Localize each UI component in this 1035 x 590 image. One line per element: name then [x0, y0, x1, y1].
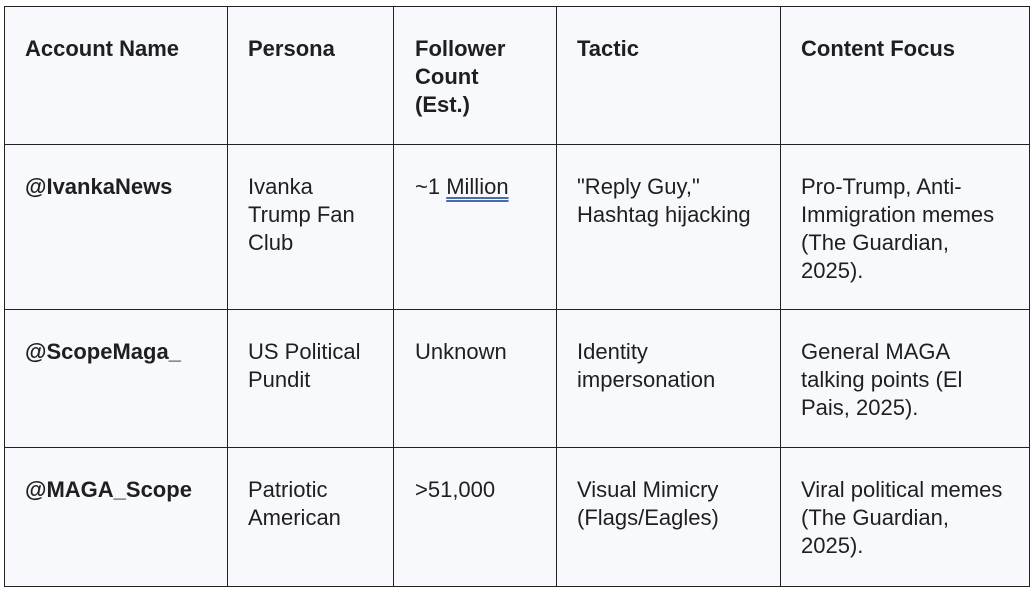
table-row [5, 145, 1030, 310]
persona-cell: Ivanka Trump Fan Club [228, 145, 394, 310]
header-persona: Persona [228, 7, 394, 145]
follower-count-cell: Unknown [394, 310, 557, 448]
header-tactic: Tactic [557, 7, 781, 145]
tactic-cell: "Reply Guy," Hashtag hijacking [557, 145, 781, 310]
table-row [5, 448, 1030, 587]
follower-count-cell [394, 145, 557, 310]
content-focus-cell: Pro-Trump, Anti-Immigration memes (The Guardian, 2025). [781, 145, 1030, 310]
accounts-table [4, 6, 1030, 587]
content-focus-cell: Viral political memes (The Guardian, 2025). [781, 448, 1030, 587]
account-name-cell: @IvankaNews [5, 145, 228, 310]
tactic-cell: Visual Mimicry (Flags/Eagles) [557, 448, 781, 587]
table-header-row [5, 7, 1030, 145]
follower-count-link[interactable]: Million [446, 174, 509, 199]
persona-cell: Patriotic American [228, 448, 394, 587]
header-follower-count: Follower Count (Est.) [394, 7, 557, 145]
follower-count-prefix: ~1 [415, 174, 447, 199]
table-container [4, 6, 1030, 587]
table-row [5, 310, 1030, 448]
tactic-cell: Identity impersonation [557, 310, 781, 448]
persona-cell: US Political Pundit [228, 310, 394, 448]
account-name-cell: @MAGA_Scope [5, 448, 228, 587]
content-focus-cell: General MAGA talking points (El Pais, 2025). [781, 310, 1030, 448]
account-name-cell: @ScopeMaga_ [5, 310, 228, 448]
header-account-name: Account Name [5, 7, 228, 145]
header-content-focus: Content Focus [781, 7, 1030, 145]
follower-count-cell: >51,000 [394, 448, 557, 587]
